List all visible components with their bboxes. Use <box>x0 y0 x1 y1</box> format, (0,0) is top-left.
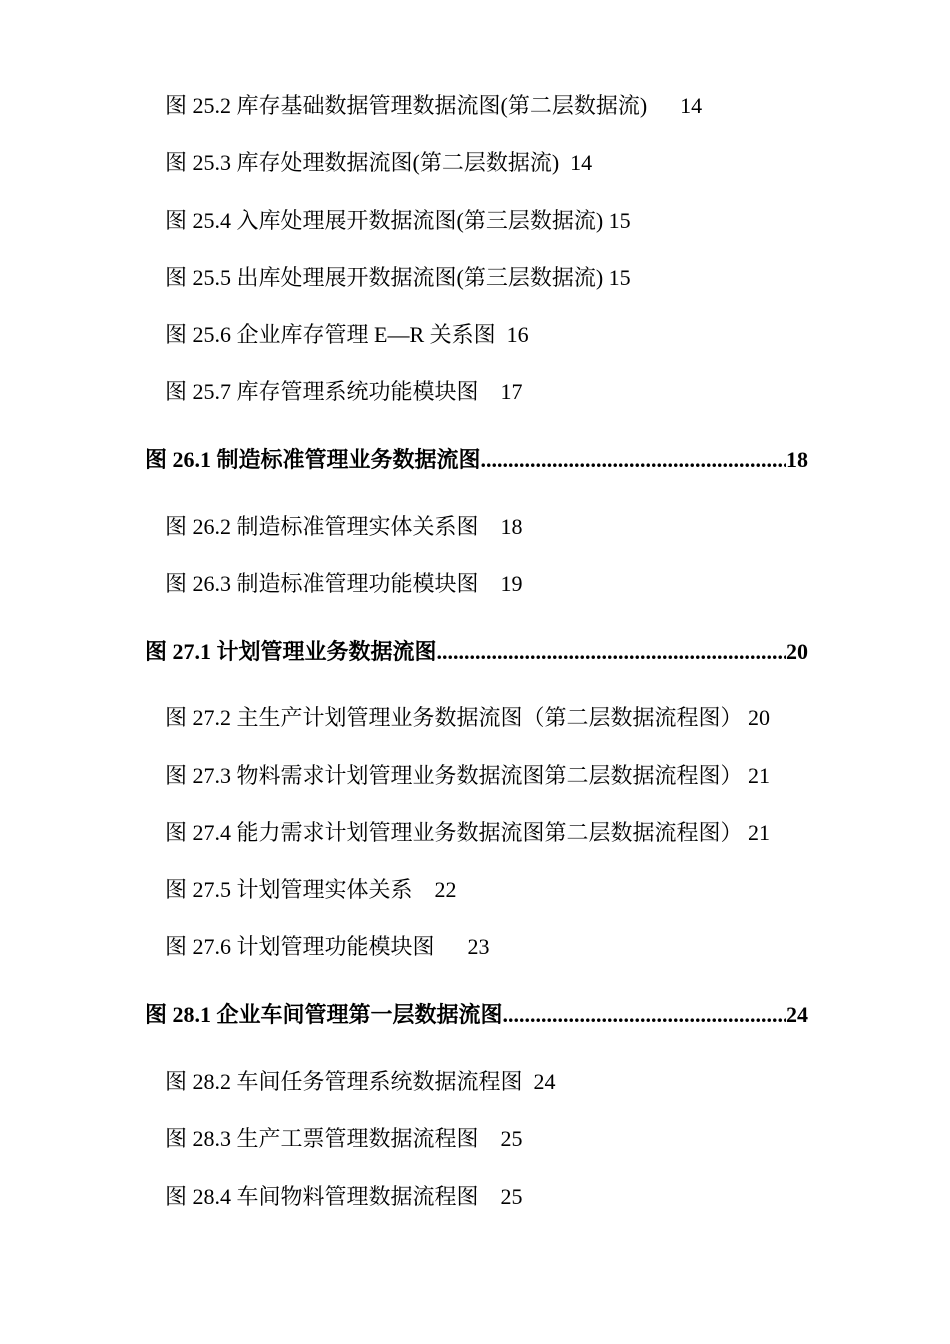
toc-dot-leader <box>437 641 786 663</box>
toc-heading-entry[interactable] <box>145 1004 808 1026</box>
toc-entry[interactable]: 图 26.2 制造标准管理实体关系图 18 <box>165 514 523 539</box>
toc-dot-leader <box>481 449 786 471</box>
toc-dot-leader <box>503 1004 786 1026</box>
toc-entry[interactable]: 图 25.3 库存处理数据流图(第二层数据流) 14 <box>165 150 593 175</box>
toc-heading-label: 图 27.1 计划管理业务数据流图 <box>145 639 437 664</box>
toc-entry[interactable]: 图 27.2 主生产计划管理业务数据流图（第二层数据流程图） 20 <box>165 705 771 730</box>
toc-entry[interactable]: 图 27.6 计划管理功能模块图 23 <box>165 934 490 959</box>
toc-entry[interactable]: 图 25.7 库存管理系统功能模块图 17 <box>165 379 523 404</box>
toc-page-number: 20 <box>786 639 808 664</box>
toc-page-number: 18 <box>786 447 808 472</box>
toc-heading-entry[interactable] <box>145 641 808 663</box>
toc-heading-entry[interactable] <box>145 449 808 471</box>
toc-entry[interactable]: 图 28.2 车间任务管理系统数据流程图 24 <box>165 1069 556 1094</box>
toc-heading-label: 图 28.1 企业车间管理第一层数据流图 <box>145 1002 503 1027</box>
toc-heading-label: 图 26.1 制造标准管理业务数据流图 <box>145 447 481 472</box>
toc-entry[interactable]: 图 28.4 车间物料管理数据流程图 25 <box>165 1184 523 1209</box>
toc-entry[interactable]: 图 25.2 库存基础数据管理数据流图(第二层数据流) 14 <box>165 93 703 118</box>
toc-entry[interactable]: 图 27.5 计划管理实体关系 22 <box>165 877 457 902</box>
toc-entry[interactable]: 图 27.4 能力需求计划管理业务数据流图第二层数据流程图） 21 <box>165 820 771 845</box>
toc-entry[interactable]: 图 25.5 出库处理展开数据流图(第三层数据流) 15 <box>165 265 631 290</box>
toc-entry[interactable]: 图 27.3 物料需求计划管理业务数据流图第二层数据流程图） 21 <box>165 763 771 788</box>
toc-entry[interactable]: 图 28.3 生产工票管理数据流程图 25 <box>165 1126 523 1151</box>
toc-entry[interactable]: 图 25.4 入库处理展开数据流图(第三层数据流) 15 <box>165 208 631 233</box>
toc-entry[interactable]: 图 25.6 企业库存管理 E—R 关系图 16 <box>165 322 529 347</box>
toc-page-number: 24 <box>786 1002 808 1027</box>
toc-entry[interactable]: 图 26.3 制造标准管理功能模块图 19 <box>165 571 523 596</box>
